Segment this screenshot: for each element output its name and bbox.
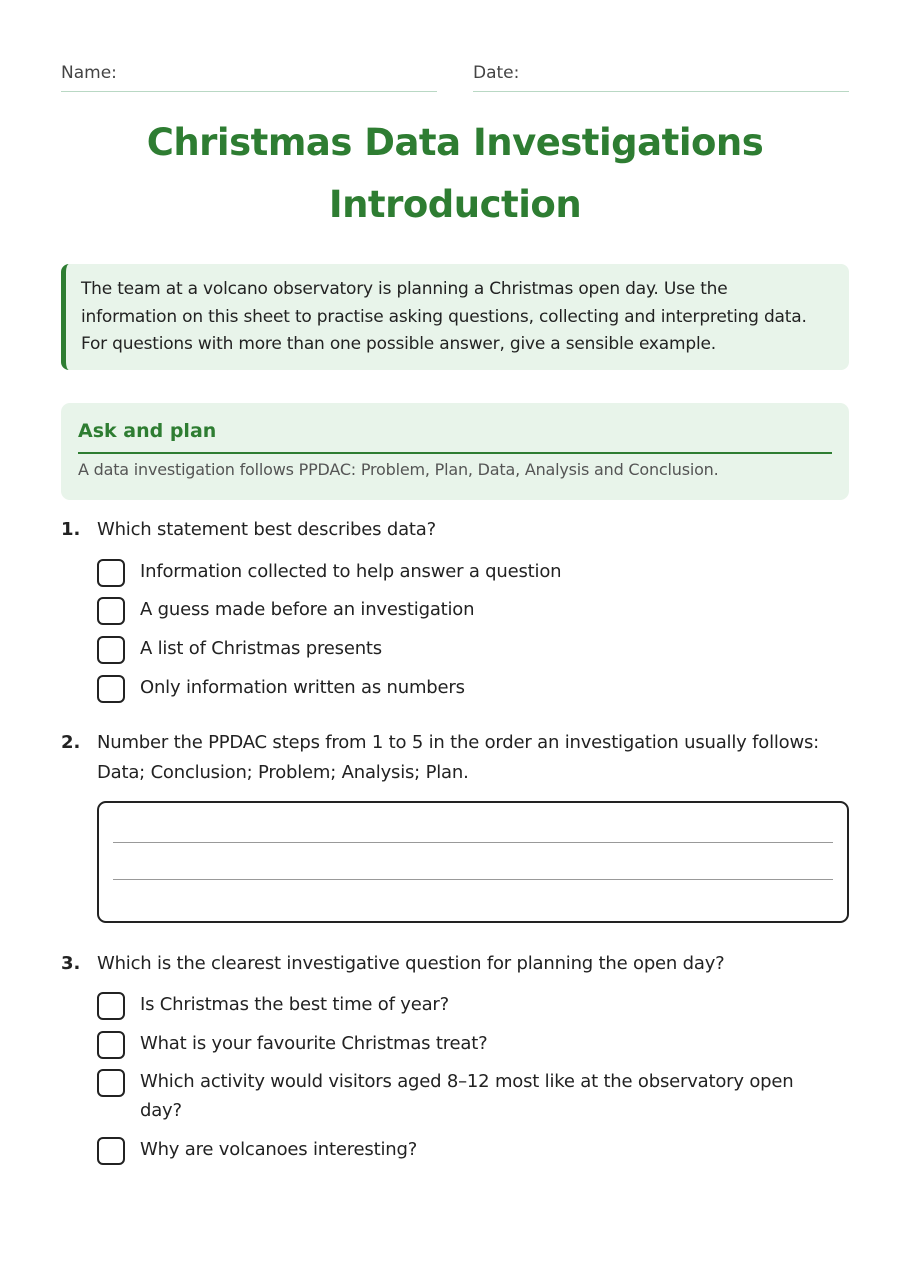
intro-text (81, 276, 831, 359)
question-number: 3. (61, 953, 81, 974)
intro-line-1: The team at a volcano observatory is planning a Christmas open day. Use the (81, 279, 728, 299)
question-number: 2. (61, 732, 81, 753)
title-line-1: Christmas Data Investigations (146, 121, 764, 164)
section-description: A data investigation follows PPDAC: Problem, Plan, Data, Analysis and Conclusion. (78, 460, 719, 479)
answer-line[interactable] (113, 879, 833, 880)
name-date-row (61, 60, 849, 92)
intro-line-3: For questions with more than one possible answer, give a sensible example. (81, 334, 716, 354)
intro-line-2: information on this sheet to practise asking questions, collecting and interpreting data. (81, 306, 807, 327)
option-label: A guess made before an investigation (140, 599, 475, 620)
question-number: 1. (61, 519, 81, 540)
worksheet-title (61, 112, 849, 236)
checkbox[interactable] (97, 675, 125, 703)
intro-panel (61, 264, 849, 370)
checkbox[interactable] (97, 636, 125, 664)
option-label: Only information written as numbers (140, 677, 465, 698)
option-label: What is your favourite Christmas treat? (140, 1033, 488, 1054)
checkbox[interactable] (97, 1069, 125, 1097)
name-label: Name: (61, 63, 117, 83)
question-text-line-2: Data; Conclusion; Problem; Analysis; Plan. (97, 762, 469, 783)
date-field[interactable] (473, 60, 849, 92)
checkbox[interactable] (97, 559, 125, 587)
checkbox[interactable] (97, 992, 125, 1020)
option-label: A list of Christmas presents (140, 638, 382, 659)
answer-line[interactable] (113, 842, 833, 843)
question-text-line-1: Number the PPDAC steps from 1 to 5 in the order an investigation usually follows: (97, 732, 820, 753)
question-text: Which statement best describes data? (97, 519, 436, 540)
option-label: Which activity would visitors aged 8–12 most like at the observatory open day? (140, 1071, 794, 1121)
section-title: Ask and plan (78, 417, 832, 454)
option-label: Is Christmas the best time of year? (140, 994, 449, 1015)
question-text (97, 728, 849, 788)
checkbox[interactable] (97, 1031, 125, 1059)
checkbox[interactable] (97, 1137, 125, 1165)
option-label: Information collected to help answer a question (140, 561, 562, 582)
option-label: Why are volcanoes interesting? (140, 1139, 418, 1160)
date-label: Date: (473, 63, 520, 83)
section-ask-and-plan (61, 403, 849, 500)
question-text: Which is the clearest investigative question for planning the open day? (97, 953, 725, 974)
name-field[interactable] (61, 60, 437, 92)
answer-box[interactable] (97, 801, 849, 923)
title-line-2: Introduction (328, 183, 582, 226)
checkbox[interactable] (97, 597, 125, 625)
